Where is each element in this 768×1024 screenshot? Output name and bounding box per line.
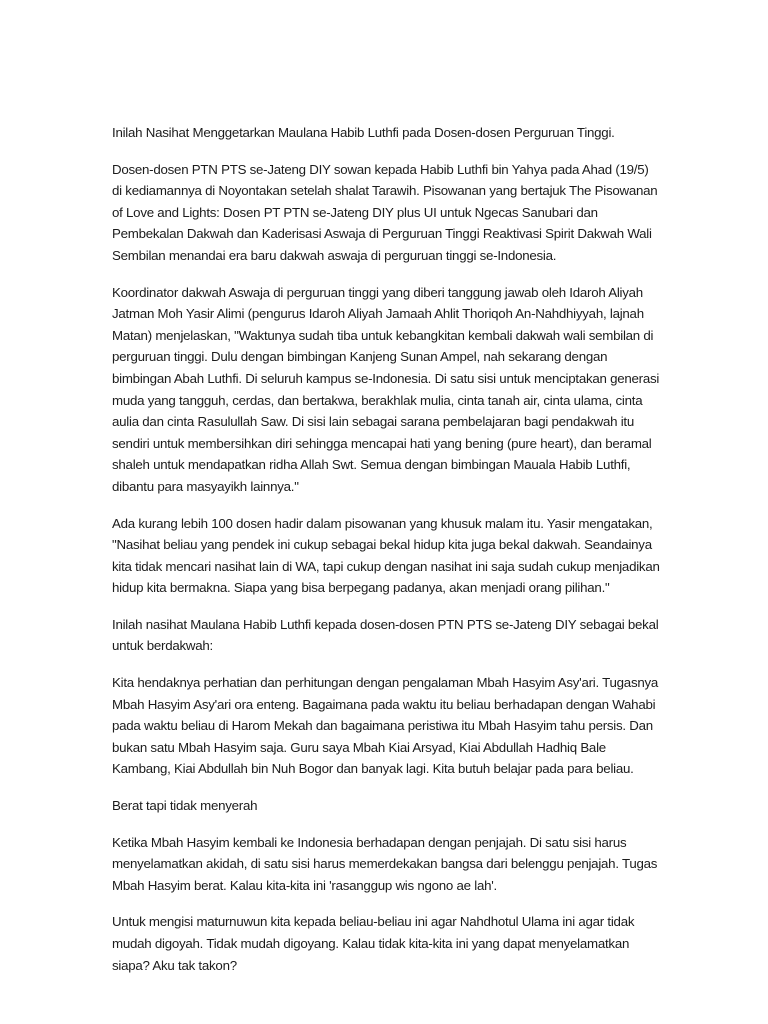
document-page (112, 122, 660, 991)
paragraph-colonial: Ketika Mbah Hasyim kembali ke Indonesia berhadapan dengan penjajah. Di satu sisi harus menyelamatkan akidah, di satu sisi harus memerdekakan bangsa dari belenggu penjajah. Tugas Mbah Hasyim berat. Kalau kita-kita ini 'rasanggup wis ngono ae lah'. (112, 834, 658, 893)
paragraph-intro: Dosen-dosen PTN PTS se-Jateng DIY sowan kepada Habib Luthfi bin Yahya pada Ahad (19/5) di kediamannya di Noyontakan setelah shalat Tarawih. Pisowanan yang bertajuk The Pisowanan of Love and Lights: Dosen PT PTN se-Jateng DIY plus UI untuk Ngecas Sanubari dan Pembekalan Dakwah dan Kaderisasi Aswaja di Perguruan Tinggi Reaktivasi Spirit Dakwah Wali Sembilan menandai era baru dakwah aswaja di perguruan tinggi se-Indonesia. (112, 161, 658, 263)
paragraph-hasyim: Kita hendaknya perhatian dan perhitungan dengan pengalaman Mbah Hasyim Asy'ari. Tugasnya Mbah Hasyim Asy'ari ora enteng. Bagaimana pada waktu itu beliau berhadapan dengan Wahabi pada waktu beliau di Harom Mekah dan bagaimana peristiwa itu Mbah Hasyim tahu persis. Dan bukan satu Mbah Hasyim saja. Guru saya Mbah Kiai Arsyad, Kiai Abdullah Hadhiq Bale Kambang, Kiai Abdullah bin Nuh Bogor dan banyak lagi. Kita butuh belajar pada para beliau. (112, 675, 659, 777)
section-heading: Berat tapi tidak menyerah (112, 798, 258, 814)
document-title: Inilah Nasihat Menggetarkan Maulana Habib Luthfi pada Dosen-dosen Perguruan Tinggi. (112, 125, 615, 140)
paragraph-closing: Untuk mengisi maturnuwun kita kepada beliau-beliau ini agar Nahdhotul Ulama ini agar tidak mudah digoyah. Tidak mudah digoyang. Kalau tidak kita-kita ini yang dapat menyelamatkan siapa? Aku tak takon? (112, 914, 635, 973)
paragraph-attendance: Ada kurang lebih 100 dosen hadir dalam pisowanan yang khusuk malam itu. Yasir mengatakan, "Nasihat beliau yang pendek ini cukup sebagai bekal hidup kita juga bekal dakwah. Seandainya kita tidak mencari nasihat lain di WA, tapi cukup dengan nasihat ini saja sudah cukup menjadikan hidup kita bermakna. Siapa yang bisa berpegang padanya, akan menjadi orang pilihan." (112, 515, 660, 596)
paragraph-advice-intro: Inilah nasihat Maulana Habib Luthfi kepada dosen-dosen PTN PTS se-Jateng DIY sebagai bekal untuk berdakwah: (112, 616, 659, 654)
paragraph-coordinator: Koordinator dakwah Aswaja di perguruan tinggi yang diberi tanggung jawab oleh Idaroh Aliyah Jatman Moh Yasir Alimi (pengurus Idaroh Aliyah Jamaah Ahlit Thoriqoh An-Nahdhiyyah, lajnah Matan) menjelaskan, "Waktunya sudah tiba untuk kebangkitan kembali dakwah wali sembilan di perguruan tinggi. Dulu dengan bimbingan Kanjeng Sunan Ampel, nah sekarang dengan bimbingan Abah Luthfi. Di seluruh kampus se-Indonesia. Di satu sisi untuk menciptakan generasi muda yang tangguh, cerdas, dan bertakwa, berakhlak mulia, cinta tanah air, cinta ulama, cinta aulia dan cinta Rasulullah Saw. Di sisi lain sebagai sarana pembelajaran bagi pendakwah itu sendiri untuk membersihkan diri sehingga mencapai hati yang bening (pure heart), dan beramal shaleh untuk mendapatkan ridha Allah Swt. Semua dengan bimbingan Mauala Habib Luthfi, dibantu para masyayikh lainnya." (112, 284, 660, 494)
